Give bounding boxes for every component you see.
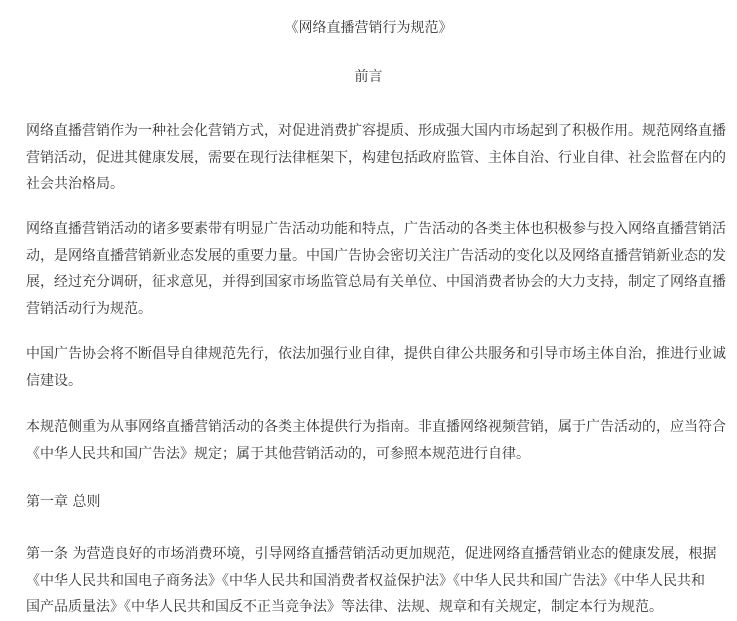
article-1-paragraph (26, 541, 726, 621)
text-line: 本规范侧重为从事网络直播营销活动的各类主体提供行为指南。非直播网络视频营销，属于广告活动的，应当符合 (26, 419, 726, 435)
preface-paragraph-4 (26, 414, 726, 467)
text-line: 网络直播营销作为一种社会化营销方式，对促进消费扩容提质、形成强大国内市场起到了积极作用。规范网络直播 (26, 123, 726, 139)
text-line: 《中华人民共和国广告法》规定；属于其他营销活动的，可参照本规范进行自律。 (26, 445, 530, 462)
text-line: 社会共治格局。 (26, 176, 124, 192)
text-line: 第一条 为营造良好的市场消费环境，引导网络直播营销活动更加规范，促进网络直播营销业态的健康发展，根据 (26, 546, 717, 562)
preface-heading: 前言 (354, 69, 383, 85)
text-line: 营销活动行为规范。 (26, 300, 152, 317)
text-line: 网络直播营销活动的诸多要素带有明显广告活动功能和特点，广告活动的各类主体也积极参与投入网络直播营销活 (26, 221, 726, 237)
preface-paragraph-3 (26, 341, 726, 394)
preface-paragraph-2 (26, 216, 726, 322)
text-line: 中国广告协会将不断倡导自律规范先行，依法加强行业自律，提供自律公共服务和引导市场主体自治，推进行业诚 (26, 346, 726, 362)
text-line: 信建设。 (26, 372, 82, 389)
text-line: 动，是网络直播营销新业态发展的重要力量。中国广告协会密切关注广告活动的变化以及网络直播营销新业态的发 (26, 247, 726, 264)
preface-paragraph-1 (26, 118, 726, 198)
text-line: 营销活动，促进其健康发展，需要在现行法律框架下，构建包括政府监管、主体自治、行业自律、社会监督在内的 (26, 149, 726, 166)
text-line: 展，经过充分调研，征求意见，并得到国家市场监管总局有关单位、中国消费者协会的大力支持，制定了网络直播 (26, 274, 726, 290)
chapter-heading: 第一章 总则 (26, 494, 101, 510)
document-title: 《网络直播营销行为规范》 (284, 20, 453, 36)
text-line: 国产品质量法》《中华人民共和国反不正当竞争法》等法律、法规、规章和有关规定，制定本行为规范。 (26, 599, 663, 615)
text-line: 《中华人民共和国电子商务法》《中华人民共和国消费者权益保护法》《中华人民共和国广告法》《中华人民共和 (26, 572, 705, 589)
